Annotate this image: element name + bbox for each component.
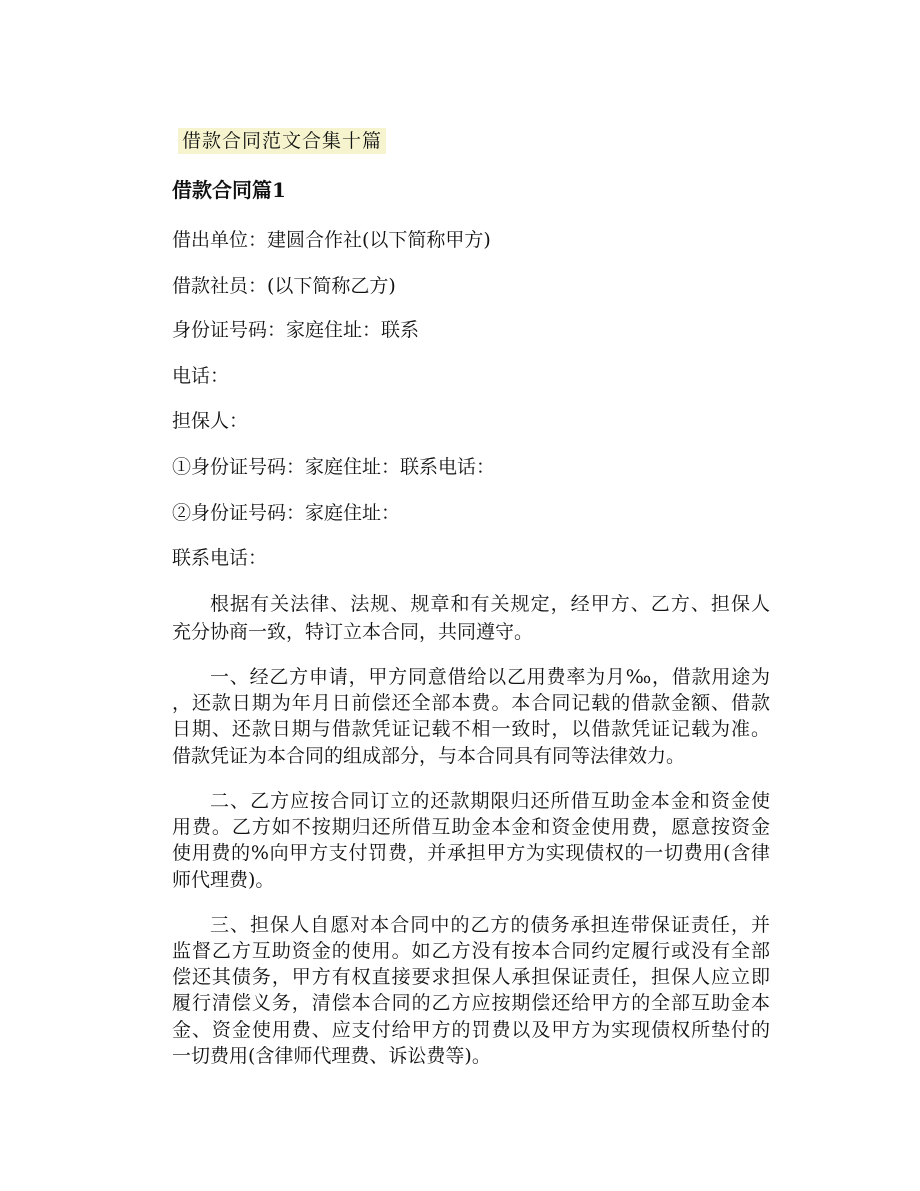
paragraph-line: 用费。乙方如不按期归还所借互助金本金和资金使用费，愿意按资金 bbox=[172, 816, 770, 838]
paragraph-line: 师代理费)。 bbox=[172, 869, 275, 891]
paragraph-line: 偿还其债务，甲方有权直接要求担保人承担保证责任，担保人应立即 bbox=[172, 966, 770, 988]
paragraph-line: 借款凭证为本合同的组成部分，与本合同具有同等法律效力。 bbox=[172, 745, 686, 767]
paragraph-line: 金、资金使用费、应支付给甲方的罚费以及甲方为实现债权所垫付的 bbox=[172, 1019, 770, 1041]
field-line: 电话： bbox=[172, 365, 230, 387]
paragraph-line: 一、经乙方申请，甲方同意借给以乙用费率为月‰，借款用途为 bbox=[210, 666, 770, 688]
paragraph-line: 监督乙方互助资金的使用。如乙方没有按本合同约定履行或没有全部 bbox=[172, 940, 770, 962]
document-title: 借款合同范文合集十篇 bbox=[178, 128, 386, 154]
field-line: ①身份证号码：家庭住址：联系电话： bbox=[172, 456, 496, 478]
paragraph-line: 三、担保人自愿对本合同中的乙方的债务承担连带保证责任，并 bbox=[210, 914, 770, 936]
field-line: 联系电话： bbox=[172, 547, 268, 569]
paragraph-line: 日期、还款日期与借款凭证记载不相一致时，以借款凭证记载为准。 bbox=[172, 718, 770, 740]
field-line: 担保人： bbox=[172, 410, 249, 432]
paragraph-line: 充分协商一致，特订立本合同，共同遵守。 bbox=[172, 621, 534, 643]
paragraph-line: ，还款日期为年月日前偿还全部本费。本合同记载的借款金额、借款 bbox=[172, 692, 770, 714]
section-heading: 借款合同篇1 bbox=[172, 178, 286, 202]
field-line: 身份证号码：家庭住址：联系 bbox=[172, 319, 420, 341]
field-line: 借款社员：(以下简称乙方) bbox=[172, 275, 396, 297]
paragraph-line: 根据有关法律、法规、规章和有关规定，经甲方、乙方、担保人 bbox=[210, 593, 770, 615]
paragraph-line: 一切费用(含律师代理费、诉讼费等)。 bbox=[172, 1045, 491, 1067]
paragraph-line: 二、乙方应按合同订立的还款期限归还所借互助金本金和资金使 bbox=[210, 790, 770, 812]
paragraph-line: 使用费的%向甲方支付罚费，并承担甲方为实现债权的一切费用(含律 bbox=[172, 842, 770, 864]
paragraph-line: 履行清偿义务，清偿本合同的乙方应按期偿还给甲方的全部互助金本 bbox=[172, 992, 770, 1014]
field-line: 借出单位：建圆合作社(以下简称甲方) bbox=[172, 229, 491, 251]
field-line: ②身份证号码：家庭住址： bbox=[172, 502, 401, 524]
